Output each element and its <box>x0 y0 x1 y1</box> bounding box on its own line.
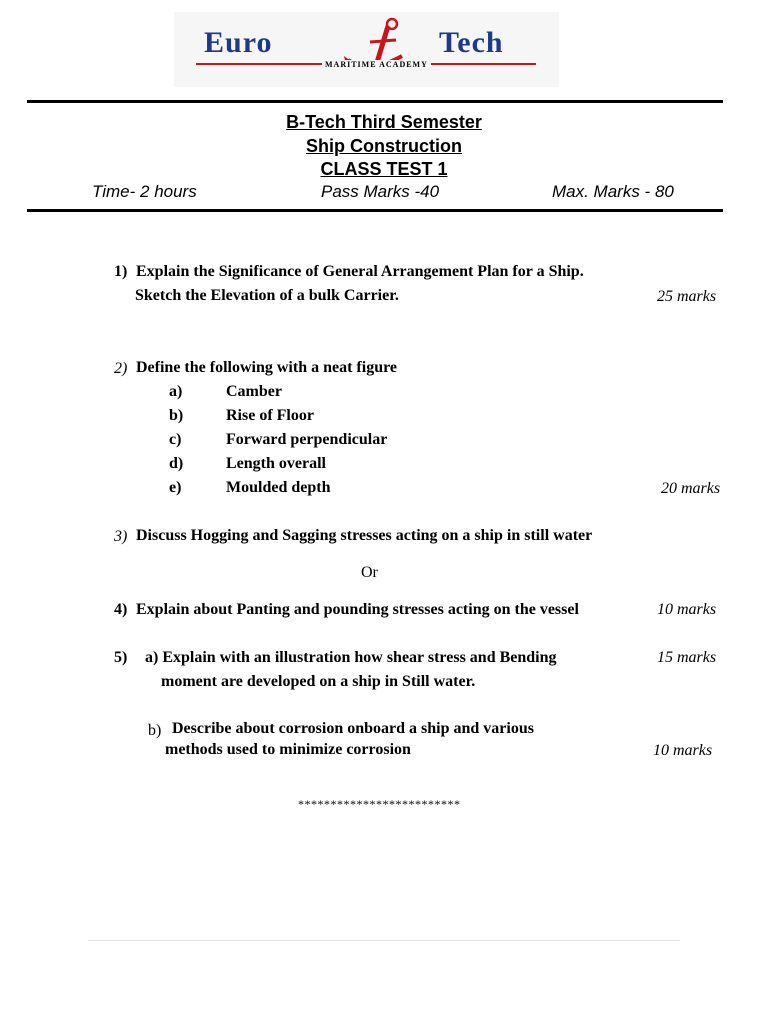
header-top-rule <box>27 100 723 103</box>
q3-number: 3) <box>114 528 128 545</box>
q2-item-letter: e) <box>169 479 182 496</box>
pass-marks-info: Pass Marks -40 <box>321 182 440 201</box>
q2-item-text: Forward perpendicular <box>226 431 388 448</box>
q5a-line1: a) Explain with an illustration how shear stress and Bending <box>145 649 557 666</box>
time-info: Time- 2 hours <box>92 182 197 201</box>
logo-tech-text: Tech <box>439 26 504 59</box>
q4-marks: 10 marks <box>657 601 717 618</box>
q1-line2: Sketch the Elevation of a bulk Carrier. <box>135 287 399 304</box>
q1-marks: 25 marks <box>657 288 717 305</box>
footer-rule <box>88 940 680 941</box>
or-separator: Or <box>361 564 378 581</box>
academy-logo <box>174 12 559 87</box>
q2-item-letter: a) <box>169 383 183 400</box>
q1-line1: Explain the Significance of General Arrangement Plan for a Ship. <box>136 263 584 280</box>
end-stars: ************************* <box>298 797 461 811</box>
test-title: CLASS TEST 1 <box>320 159 448 179</box>
q5b-label: b) <box>148 722 162 739</box>
q2-number: 2) <box>114 360 128 377</box>
q5b-line2: methods used to minimize corrosion <box>165 741 411 758</box>
logo-euro-text: Euro <box>204 26 273 59</box>
q5b-marks: 10 marks <box>653 742 713 759</box>
q5a-line2: moment are developed on a ship in Still water. <box>161 673 476 690</box>
q2-item-letter: b) <box>169 407 184 424</box>
q2-item-text: Length overall <box>226 455 326 472</box>
q2-item-letter: d) <box>169 455 184 472</box>
q2-item-text: Moulded depth <box>226 479 331 496</box>
q4-number: 4) <box>114 601 128 618</box>
q5a-marks: 15 marks <box>657 649 717 666</box>
semester-title: B-Tech Third Semester <box>286 112 482 132</box>
subject-title: Ship Construction <box>306 136 462 156</box>
max-marks-info: Max. Marks - 80 <box>552 182 674 201</box>
q5b-line1: Describe about corrosion onboard a ship and various <box>172 720 534 737</box>
logo-subtitle: MARITIME ACADEMY <box>322 60 431 69</box>
q1-number: 1) <box>114 263 128 280</box>
q2-line1: Define the following with a neat figure <box>136 359 398 376</box>
q2-item-text: Camber <box>226 383 282 400</box>
q2-item-text: Rise of Floor <box>226 407 314 424</box>
q4-line1: Explain about Panting and pounding stresses acting on the vessel <box>136 601 579 618</box>
q3-line1: Discuss Hogging and Sagging stresses acting on a ship in still water <box>136 527 593 544</box>
header-bottom-rule <box>27 209 723 212</box>
q2-marks: 20 marks <box>661 480 721 497</box>
q5-number: 5) <box>114 649 128 666</box>
q2-item-letter: c) <box>169 431 182 448</box>
